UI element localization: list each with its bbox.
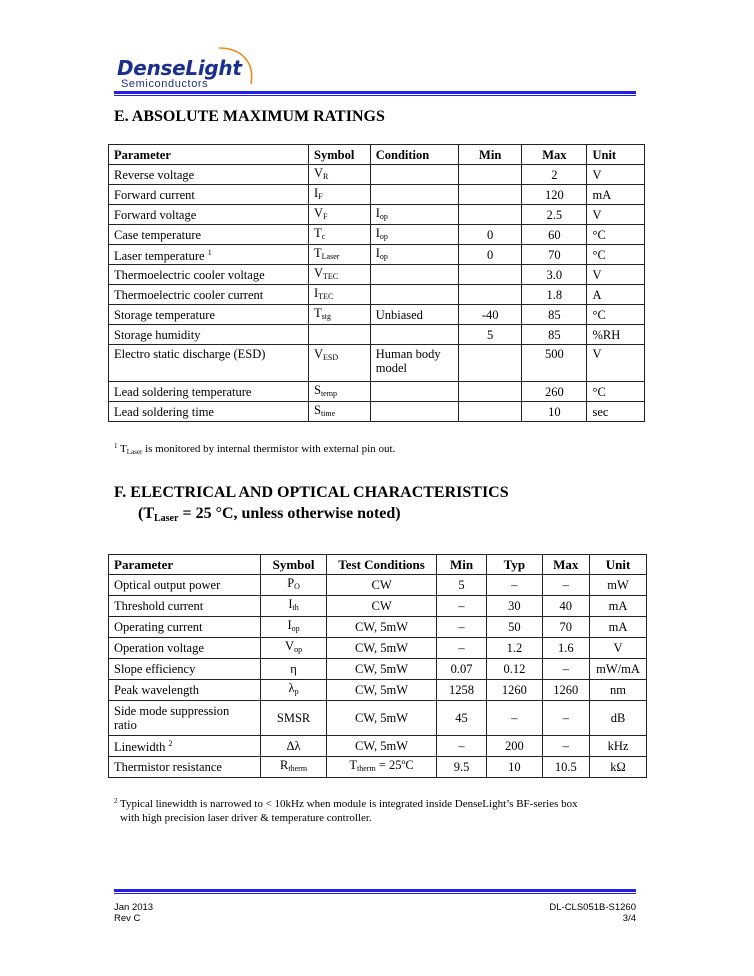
table-row	[109, 701, 647, 736]
cell-max: –	[542, 701, 590, 736]
col-header: Parameter	[109, 145, 309, 165]
cell-symbol: $S_{time}$	[309, 402, 371, 422]
cell-parameter: Electro static discharge (ESD)	[109, 345, 309, 382]
cell-symbol: $P_O$	[260, 575, 326, 596]
cell-symbol: $I_{op}$	[260, 617, 326, 638]
cell-max: 260	[522, 382, 587, 402]
cell-max: 120	[522, 185, 587, 205]
cell-max: 60	[522, 225, 587, 245]
cell-condition	[370, 165, 458, 185]
cell-typ: 10	[487, 757, 542, 778]
cell-min	[459, 205, 522, 225]
col-header: Max	[522, 145, 587, 165]
cell-unit: V	[587, 205, 645, 225]
table-row	[109, 205, 645, 225]
cell-min: –	[436, 638, 486, 659]
cell-max: 2	[522, 165, 587, 185]
cell-parameter: Linewidth $^2$	[109, 736, 261, 757]
logo-wordmark: DenseLight	[117, 56, 242, 80]
footer-rule	[114, 889, 636, 895]
cell-max: 85	[522, 305, 587, 325]
header-rule	[114, 91, 636, 97]
cell-min	[459, 285, 522, 305]
cell-max: 85	[522, 325, 587, 345]
cell-max: 70	[542, 617, 590, 638]
cell-unit: A	[587, 285, 645, 305]
cell-typ: 1.2	[487, 638, 542, 659]
cell-min: 9.5	[436, 757, 486, 778]
cell-max: –	[542, 575, 590, 596]
table-row	[109, 680, 647, 701]
cell-min: 5	[436, 575, 486, 596]
cell-typ: 30	[487, 596, 542, 617]
cell-unit: V	[587, 165, 645, 185]
cell-min: 0.07	[436, 659, 486, 680]
cell-symbol: SMSR	[260, 701, 326, 736]
footer-page-number: 3/4	[622, 913, 636, 924]
cell-typ: –	[487, 575, 542, 596]
cell-parameter: Operation voltage	[109, 638, 261, 659]
col-header: Min	[459, 145, 522, 165]
cell-test-conditions: CW, 5mW	[327, 680, 437, 701]
table-row	[109, 617, 647, 638]
table-row	[109, 185, 645, 205]
cell-test-conditions: CW, 5mW	[327, 617, 437, 638]
table-row	[109, 165, 645, 185]
cell-unit: kHz	[590, 736, 647, 757]
logo-tagline: Semiconductors	[121, 78, 209, 90]
table-header-row	[109, 145, 645, 165]
cell-min: 0	[459, 225, 522, 245]
cell-parameter: Lead soldering time	[109, 402, 309, 422]
cell-condition	[370, 402, 458, 422]
table-header-row	[109, 555, 647, 575]
cell-max: 1.6	[542, 638, 590, 659]
cell-parameter: Peak wavelength	[109, 680, 261, 701]
cell-min: -40	[459, 305, 522, 325]
cell-unit: V	[587, 345, 645, 382]
footer-left	[114, 902, 153, 924]
cell-unit: sec	[587, 402, 645, 422]
cell-symbol: $S_{temp}$	[309, 382, 371, 402]
cell-unit: V	[590, 638, 647, 659]
cell-min	[459, 185, 522, 205]
cell-min: –	[436, 596, 486, 617]
cell-max: –	[542, 659, 590, 680]
cell-symbol: $V_{op}$	[260, 638, 326, 659]
col-header: Symbol	[309, 145, 371, 165]
col-header: Min	[436, 555, 486, 575]
cell-symbol	[309, 325, 371, 345]
cell-parameter: Optical output power	[109, 575, 261, 596]
table-row	[109, 325, 645, 345]
cell-min: 45	[436, 701, 486, 736]
footnote-mark: 1	[114, 442, 118, 450]
table-row	[109, 757, 647, 778]
footnote-mark: 2	[114, 797, 118, 805]
table-row	[109, 265, 645, 285]
cell-parameter: Case temperature	[109, 225, 309, 245]
cell-symbol: $T_{Laser}$	[309, 245, 371, 265]
footer-revision: Rev C	[114, 913, 141, 924]
cell-test-conditions: CW, 5mW	[327, 701, 437, 736]
cell-condition	[370, 285, 458, 305]
cell-typ: –	[487, 701, 542, 736]
cell-symbol: Δλ	[260, 736, 326, 757]
cell-unit: °C	[587, 305, 645, 325]
cell-unit: %RH	[587, 325, 645, 345]
table-row	[109, 245, 645, 265]
cell-parameter: Forward current	[109, 185, 309, 205]
cell-test-conditions: CW, 5mW	[327, 659, 437, 680]
cell-symbol: $I_{th}$	[260, 596, 326, 617]
footnote-2: $^2$ Typical linewidth is narrowed to < 10kHz when module is integrated inside DenseLight’s BF-series box with high precision laser driver & temperature controller.	[114, 797, 578, 824]
table-row	[109, 659, 647, 680]
cell-parameter: Lead soldering temperature	[109, 382, 309, 402]
cell-unit: °C	[587, 382, 645, 402]
company-logo	[115, 44, 265, 92]
cell-typ: 0.12	[487, 659, 542, 680]
cell-condition: $I_{op}$	[370, 245, 458, 265]
section-f-title: F. ELECTRICAL AND OPTICAL CHARACTERISTICS	[114, 484, 509, 501]
cell-unit: °C	[587, 225, 645, 245]
electrical-optical-characteristics-table	[108, 554, 647, 778]
cell-unit: mA	[587, 185, 645, 205]
cell-symbol: $V_R$	[309, 165, 371, 185]
cell-min: –	[436, 736, 486, 757]
cell-max: 10	[522, 402, 587, 422]
cell-parameter: Thermoelectric cooler voltage	[109, 265, 309, 285]
footer-doc-id: DL-CLS051B-S1260	[549, 902, 636, 913]
cell-min	[459, 165, 522, 185]
cell-typ: 50	[487, 617, 542, 638]
cell-unit: mA	[590, 617, 647, 638]
cell-min: 1258	[436, 680, 486, 701]
cell-max: 1.8	[522, 285, 587, 305]
cell-unit: kΩ	[590, 757, 647, 778]
cell-unit: mA	[590, 596, 647, 617]
footnote-1: $^1$ $T_{Laser}$ is monitored by internal thermistor with external pin out.	[114, 442, 396, 456]
cell-max: –	[542, 736, 590, 757]
cell-symbol: $I_F$	[309, 185, 371, 205]
table-row	[109, 402, 645, 422]
cell-test-conditions: CW	[327, 575, 437, 596]
cell-min	[459, 382, 522, 402]
cell-symbol: $V_{ESD}$	[309, 345, 371, 382]
cell-symbol: $T_{stg}$	[309, 305, 371, 325]
cell-max: 40	[542, 596, 590, 617]
cell-unit: mW/mA	[590, 659, 647, 680]
cell-min	[459, 345, 522, 382]
footer-right	[440, 902, 636, 924]
cell-symbol: $I_{TEC}$	[309, 285, 371, 305]
cell-symbol: $T_c$	[309, 225, 371, 245]
cell-symbol: $V_{TEC}$	[309, 265, 371, 285]
table-row	[109, 285, 645, 305]
cell-symbol: $\lambda_p$	[260, 680, 326, 701]
cell-test-conditions: CW, 5mW	[327, 736, 437, 757]
cell-unit: dB	[590, 701, 647, 736]
table-row	[109, 345, 645, 382]
cell-min: –	[436, 617, 486, 638]
col-header: Unit	[590, 555, 647, 575]
cell-condition	[370, 325, 458, 345]
absolute-max-ratings-table	[108, 144, 645, 422]
cell-max: 2.5	[522, 205, 587, 225]
cell-min	[459, 402, 522, 422]
cell-max: 70	[522, 245, 587, 265]
cell-min	[459, 265, 522, 285]
cell-typ: 200	[487, 736, 542, 757]
cell-unit: nm	[590, 680, 647, 701]
cell-parameter: Operating current	[109, 617, 261, 638]
cell-condition	[370, 382, 458, 402]
cell-condition	[370, 265, 458, 285]
cell-max: 500	[522, 345, 587, 382]
section-f-subtitle: ($T_{Laser} = 25$ °C, unless otherwise noted)	[138, 505, 401, 524]
table-row	[109, 736, 647, 757]
cell-parameter: Reverse voltage	[109, 165, 309, 185]
table-row	[109, 382, 645, 402]
cell-symbol: $R_{therm}$	[260, 757, 326, 778]
col-header: Typ	[487, 555, 542, 575]
cell-condition: $I_{op}$	[370, 225, 458, 245]
cell-max: 10.5	[542, 757, 590, 778]
table-row	[109, 596, 647, 617]
cell-parameter: Thermistor resistance	[109, 757, 261, 778]
cell-parameter: Forward voltage	[109, 205, 309, 225]
cell-typ: 1260	[487, 680, 542, 701]
col-header: Condition	[370, 145, 458, 165]
table-row	[109, 225, 645, 245]
cell-symbol: $V_F$	[309, 205, 371, 225]
footer-date: Jan 2013	[114, 902, 154, 913]
cell-condition: Unbiased	[370, 305, 458, 325]
cell-test-conditions: CW, 5mW	[327, 638, 437, 659]
table-row	[109, 638, 647, 659]
table-row	[109, 305, 645, 325]
col-header: Parameter	[109, 555, 261, 575]
cell-parameter: Storage humidity	[109, 325, 309, 345]
col-header: Test Conditions	[327, 555, 437, 575]
cell-condition: $I_{op}$	[370, 205, 458, 225]
cell-test-conditions: CW	[327, 596, 437, 617]
cell-min: 5	[459, 325, 522, 345]
cell-condition: Human body model	[370, 345, 458, 382]
cell-parameter: Slope efficiency	[109, 659, 261, 680]
cell-test-conditions: $T_{therm}$ = 25ºC	[327, 757, 437, 778]
cell-max: 3.0	[522, 265, 587, 285]
col-header: Symbol	[260, 555, 326, 575]
cell-unit: °C	[587, 245, 645, 265]
cell-min: 0	[459, 245, 522, 265]
col-header: Max	[542, 555, 590, 575]
table-row	[109, 575, 647, 596]
cell-parameter: Side mode suppression ratio	[109, 701, 261, 736]
cell-parameter: Threshold current	[109, 596, 261, 617]
section-e-title: E. ABSOLUTE MAXIMUM RATINGS	[114, 108, 385, 125]
cell-parameter: Storage temperature	[109, 305, 309, 325]
cell-condition	[370, 185, 458, 205]
cell-unit: V	[587, 265, 645, 285]
cell-parameter: Thermoelectric cooler current	[109, 285, 309, 305]
cell-unit: mW	[590, 575, 647, 596]
cell-parameter: Laser temperature $^1$	[109, 245, 309, 265]
cell-max: 1260	[542, 680, 590, 701]
col-header: Unit	[587, 145, 645, 165]
cell-symbol: η	[260, 659, 326, 680]
